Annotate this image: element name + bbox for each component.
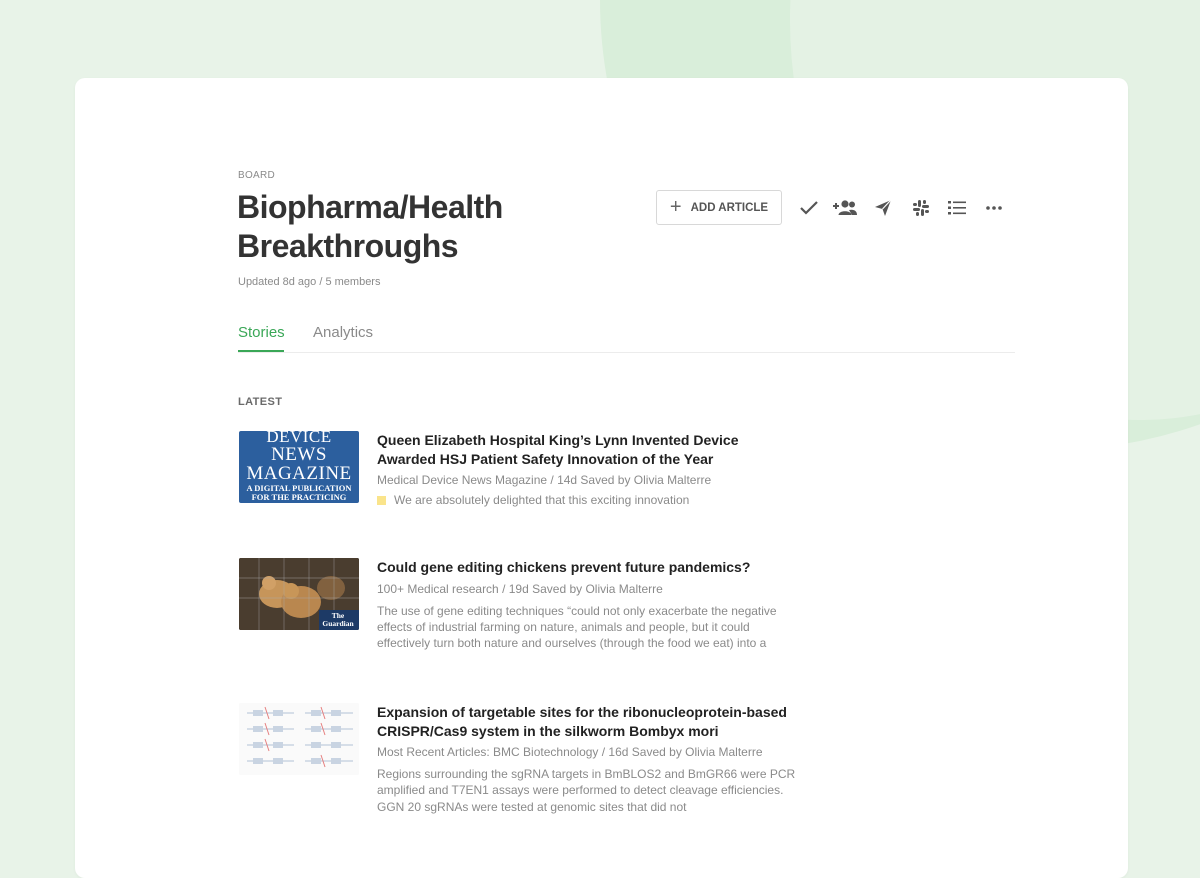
article-thumbnail[interactable] — [239, 703, 359, 775]
board-meta: Updated 8d ago / 5 members — [238, 276, 381, 288]
article-snippet: Regions surrounding the sgRNA targets in BmBLOS2 and BmGR66 were PCR amplified and T7EN1 assays were performed to detect cleavage efficiencies. GGN 20 sgRNAs were tested at genomic sites that did not — [377, 767, 796, 814]
article-highlight — [377, 492, 797, 508]
highlight-marker-icon — [377, 496, 386, 505]
section-label-latest: LATEST — [238, 396, 283, 408]
thumb-text: MAGAZINE — [246, 463, 352, 484]
article-thumbnail[interactable] — [239, 558, 359, 630]
tab-stories[interactable]: Stories — [238, 324, 285, 341]
article-card[interactable] — [239, 558, 799, 651]
slack-icon[interactable] — [908, 196, 934, 220]
article-snippet: The use of gene editing techniques “could not only exacerbate the negative effects of industrial farming on nature, animals and people, but it could effectively turn both nature and ourselves (through the food we eat) into a — [377, 603, 777, 651]
highlight-text: We are absolutely delighted that this exciting innovation — [394, 493, 690, 507]
article-meta: Medical Device News Magazine / 14d Saved by Olivia Malterre — [377, 473, 712, 487]
article-meta: Most Recent Articles: BMC Biotechnology / 16d Saved by Olivia Malterre — [377, 745, 763, 759]
tab-analytics[interactable]: Analytics — [313, 324, 374, 341]
article-card[interactable] — [239, 703, 799, 814]
thumb-text: DEVICE — [266, 431, 332, 446]
plus-icon: + — [669, 195, 682, 218]
board-card — [75, 78, 1128, 878]
tab-bar — [238, 314, 1015, 353]
thumb-text: A DIGITAL PUBLICATION — [246, 483, 352, 493]
board-title: Biopharma/Health Breakthroughs — [237, 189, 503, 264]
board-label: BOARD — [238, 170, 276, 181]
article-title[interactable]: Could gene editing chickens prevent future pandemics? — [377, 559, 751, 575]
thumb-text: NEWS — [271, 444, 327, 465]
article-title[interactable]: Expansion of targetable sites for the ribonucleoprotein-based CRISPR/Cas9 system in the silkworm Bombyx mori — [377, 704, 787, 739]
crispr-diagram-icon — [239, 703, 359, 775]
thumb-text: FOR THE PRACTICING — [251, 492, 347, 502]
add-member-icon[interactable] — [832, 196, 858, 220]
article-title[interactable]: Queen Elizabeth Hospital King’s Lynn Invented Device Awarded HSJ Patient Safety Innovation of the Year — [377, 432, 739, 467]
add-article-label: ADD ARTICLE — [690, 201, 769, 214]
check-icon[interactable] — [796, 196, 822, 220]
send-icon[interactable] — [870, 196, 896, 220]
list-icon[interactable] — [944, 196, 970, 220]
article-meta: 100+ Medical research / 19d Saved by Olivia Malterre — [377, 581, 663, 596]
article-thumbnail[interactable] — [239, 431, 359, 503]
active-tab-indicator — [238, 350, 284, 352]
add-article-button[interactable] — [656, 190, 782, 225]
guardian-logo: The Guardian — [322, 611, 354, 628]
more-icon[interactable] — [981, 196, 1007, 220]
